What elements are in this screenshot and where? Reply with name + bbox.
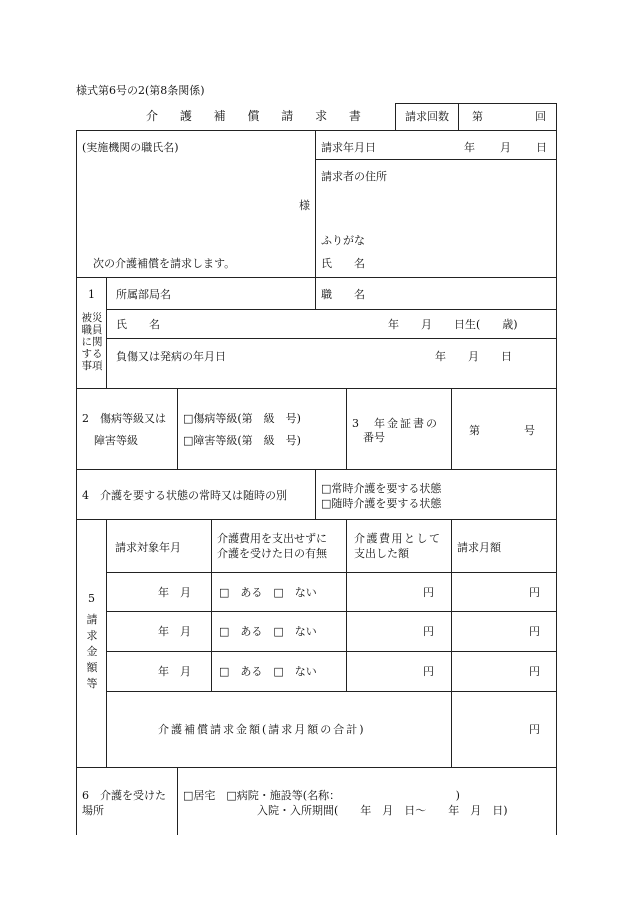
care-state-label: 4 介護を要する状態の常時又は随時の別 [82,489,287,502]
rule [106,277,107,388]
count-label: 請求回数 [405,110,449,123]
row-year-month[interactable]: 年 月 [158,665,191,678]
rule [458,103,459,130]
rule [76,277,557,278]
rule [315,130,316,309]
row-year-month[interactable]: 年 月 [158,625,191,638]
col-expense-2: 支出した額 [354,547,409,560]
address-label: 請求者の住所 [321,170,387,183]
row-choice[interactable]: □ ある □ ない [219,665,317,678]
request-statement: 次の介護補償を請求します。 [93,257,236,270]
col-expense-1: 介護費用として [354,532,442,545]
honorific: 様 [299,199,310,212]
col-target-month: 請求対象年月 [115,541,181,554]
rule [177,388,178,469]
rule [315,469,316,519]
rule [395,103,396,130]
certificate-number[interactable]: 第 号 [469,424,535,437]
place-label-1: 6 介護を受けた [82,789,166,802]
rule [76,767,557,768]
grade-label-2: 障害等級 [94,434,138,447]
row-spent-unit[interactable]: 円 [423,625,434,638]
rule [451,519,452,767]
name-label: 氏 名 [321,257,365,270]
grade-option-disability[interactable]: □障害等級(第 級 号) [183,434,301,447]
row-spent-unit[interactable]: 円 [423,586,434,599]
rule [106,651,557,652]
row-amount-unit[interactable]: 円 [529,586,540,599]
rule [395,103,557,104]
injury-date[interactable]: 年 月 日 [435,350,512,363]
col-monthly-amount: 請求月額 [457,541,501,554]
request-date-label: 請求年月日 [321,141,376,154]
row-choice[interactable]: □ ある □ ない [219,625,317,638]
rule [177,767,178,835]
place-options[interactable]: □居宅 □病院・施設等(名称： ) [183,789,460,802]
rule [346,388,347,469]
rule [451,388,452,469]
care-option-occasional[interactable]: □随時介護を要する状態 [321,497,442,510]
total-label: 介護補償請求金額(請求月額の合計) [158,723,366,736]
rule [211,519,212,691]
place-label-2: 場所 [82,804,104,817]
col-no-expense-1: 介護費用を支出せずに [217,532,327,545]
birth-date[interactable]: 年 月 日生( 歳) [388,318,518,331]
form-number: 様式第6号の2(第8条関係) [76,84,205,97]
row-amount-unit[interactable]: 円 [529,665,540,678]
post-label: 職 名 [321,288,365,301]
section1-side-label: 被災職員に関する事項 [81,312,103,372]
stay-period[interactable]: 入院・入所期間( 年 月 日〜 年 月 日) [257,804,508,817]
rule [556,130,557,835]
rule [106,691,557,692]
rule [76,519,557,520]
rule [346,519,347,691]
rule [315,159,556,160]
row-amount-unit[interactable]: 円 [529,625,540,638]
rule [76,388,557,389]
grade-label-1: 2 傷病等級又は [82,412,166,425]
rule [76,130,77,835]
section5-number: 5 [88,592,95,605]
certificate-label-2: 番号 [363,431,385,444]
rule [106,309,557,310]
certificate-label-1: 3 年金証書の [352,417,439,430]
row-spent-unit[interactable]: 円 [423,665,434,678]
rule [106,572,557,573]
row-choice[interactable]: □ ある □ ない [219,586,317,599]
section5-side-label: 請求金額等 [86,613,98,690]
section1-number: 1 [88,288,95,301]
request-month[interactable]: 月 [500,141,511,154]
count-suffix: 回 [535,110,546,123]
dept-label: 所属部局名 [116,288,171,301]
rule [106,338,557,339]
institution-label: (実施機関の職氏名) [82,141,179,154]
rule [76,469,557,470]
rule [106,519,107,767]
rule [76,130,557,131]
injury-label: 負傷又は発病の年月日 [116,350,226,363]
request-day[interactable]: 日 [536,141,547,154]
rule [106,611,557,612]
care-option-constant[interactable]: □常時介護を要する状態 [321,482,442,495]
employee-name-label: 氏 名 [116,318,160,331]
request-year[interactable]: 年 [464,141,475,154]
row-year-month[interactable]: 年 月 [158,586,191,599]
furigana-label: ふりがな [321,234,365,247]
rule [556,103,557,130]
total-unit[interactable]: 円 [529,723,540,736]
col-no-expense-2: 介護を受けた日の有無 [217,547,327,560]
count-prefix: 第 [472,110,483,123]
grade-option-injury[interactable]: □傷病等級(第 級 号) [183,412,301,425]
form-title: 介 護 補 償 請 求 書 [146,109,370,123]
